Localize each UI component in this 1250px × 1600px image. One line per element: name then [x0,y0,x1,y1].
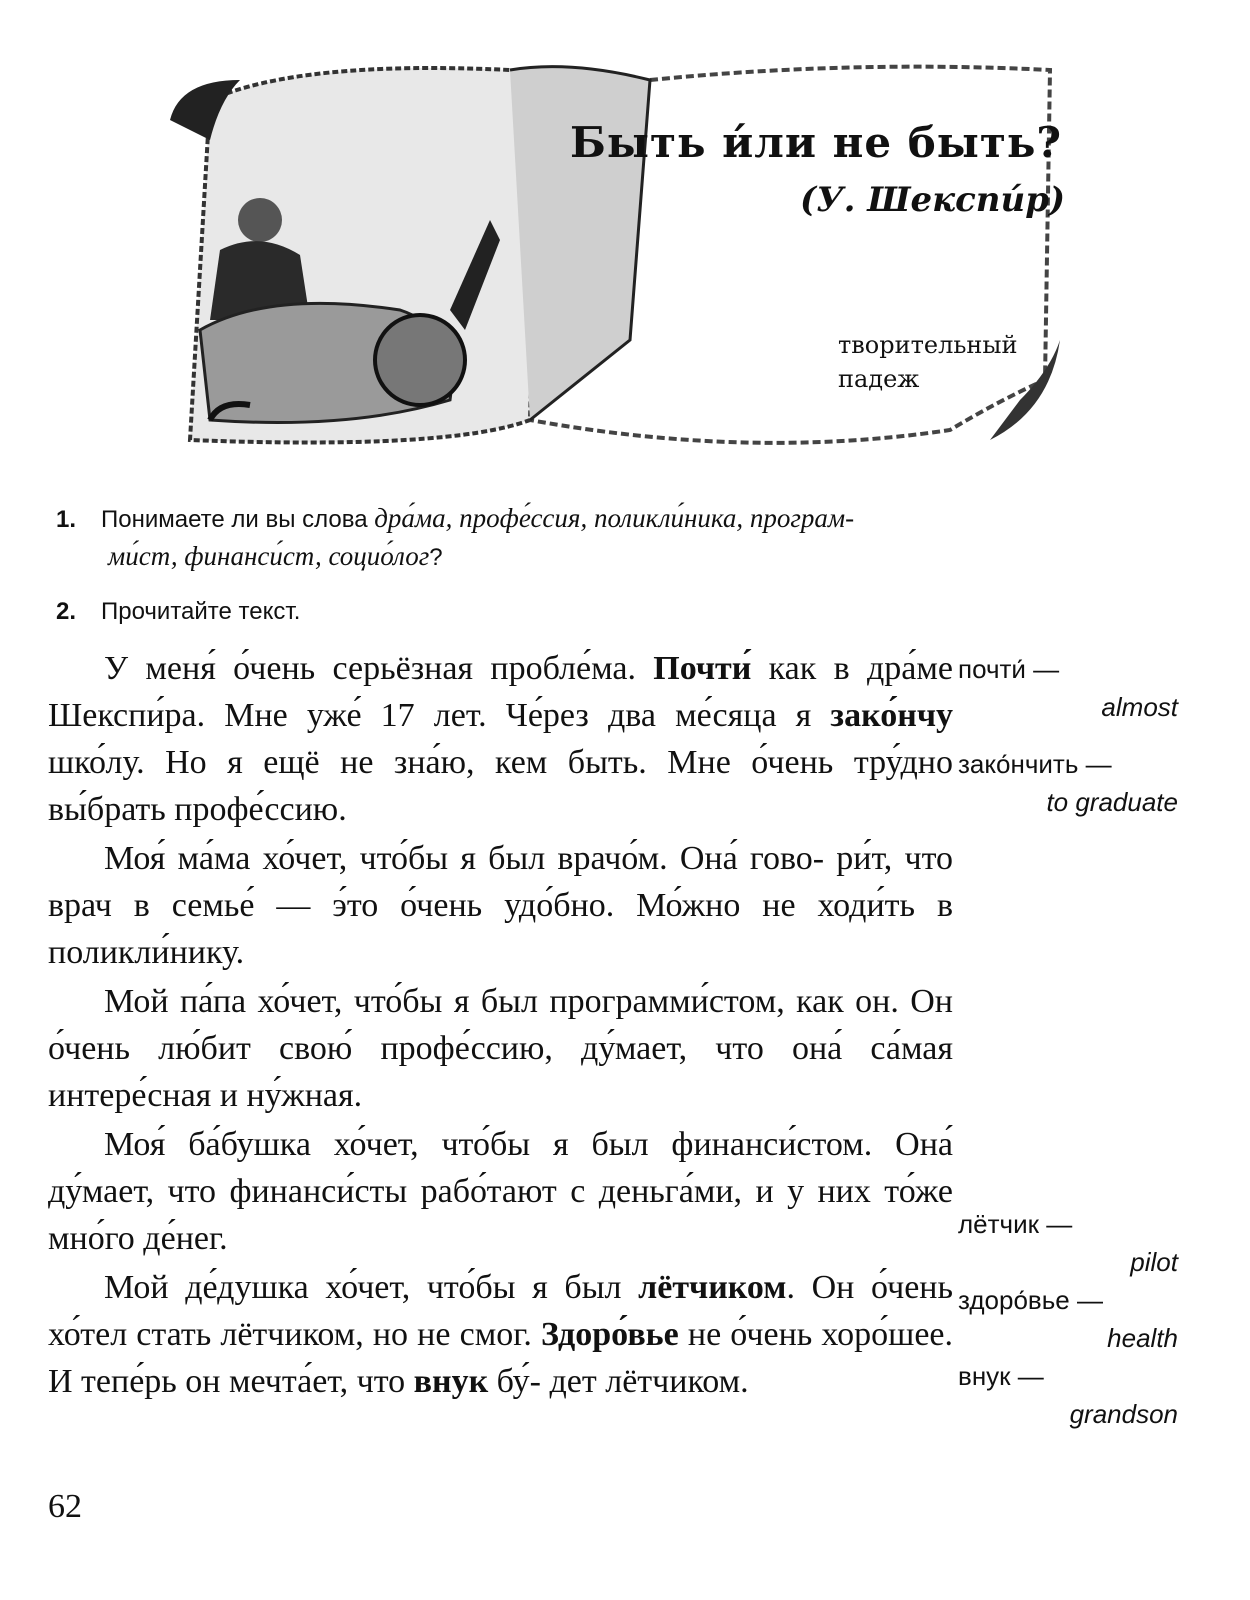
grammar-topic-line2: падеж [838,365,920,393]
text-span: У меня́ о́чень серьёзная пробле́ма. [104,650,654,687]
header-banner [150,40,1075,470]
vocab-word: зако́нчу [830,697,953,734]
glossary-word: здоро́вье — [958,1285,1103,1315]
paragraph-3: Мой па́па хо́чет, что́бы я был программи́стом, как он. Он о́чень лю́бит свою́ профе́ссию, ду́мает, что она́ са́мая интере́сная и ну́жная. [48,983,953,1114]
task-text: Прочитайте текст. [101,598,301,625]
glossary-word: внук — [958,1361,1044,1391]
glossary-translation: pilot [1130,1247,1178,1277]
glossary-word: лётчик — [958,1209,1073,1239]
glossary-translation: almost [1101,692,1178,722]
glossary-entry [958,650,1178,726]
glossary-translation: to graduate [1046,787,1178,817]
glossary-translation: health [1107,1323,1178,1353]
glossary-entry [958,1205,1178,1281]
scroll-illustration [150,40,1075,470]
task-2 [56,593,300,630]
text-span: не о́чень хоро́шее. И тепе́рь он мечта́ет, что [48,1316,953,1400]
paragraph-5 [48,1264,953,1405]
vocab-word: Почти́ [653,650,752,687]
grammar-topic [838,328,1017,396]
glossary-entry [958,1357,1178,1433]
text-span: шко́лу. Но я ещё не зна́ю, кем быть. Мне о́чень тру́дно вы́брать профе́ссию. [48,744,953,828]
paragraph-4: Моя́ ба́бушка хо́чет, что́бы я был финанси́стом. Она́ ду́мает, что финанси́сты рабо́тают с деньга́ми, и у них то́же мно́го де́нег. [48,1126,953,1257]
task-words: дра́ма, профе́ссия, поликли́ника, програм- [374,503,855,533]
task-text: Понимаете ли вы слова [101,506,368,533]
glossary-entry [958,745,1178,821]
task-number: 2. [56,598,77,625]
paragraph-2: Моя́ ма́ма хо́чет, что́бы я был врачо́м. Она́ гово- ри́т, что врач в семье́ — э́то о́чень удо́бно. Мо́жно не ходи́ть в поликли́нику. [48,840,953,971]
task-1 [56,500,1196,576]
task-number: 1. [56,506,77,533]
glossary-word: зако́нчить — [958,749,1112,779]
grammar-topic-line1: творительный [838,331,1018,359]
glossary-word: почти́ — [958,654,1060,684]
banner-title: Быть и́ли не быть? [570,118,1063,167]
vocab-word: внук [413,1363,489,1400]
vocab-word: лётчиком [638,1269,787,1306]
text-span: . Он о́чень хо́тел стать лётчиком, но не смог. [48,1269,953,1353]
glossary-translation: grandson [1069,1399,1178,1429]
task-words: ми́ст, финанси́ст, социо́лог [108,541,430,571]
reading-text [48,645,953,1405]
text-span: как в дра́ме Шекспи́ра. Мне уже́ 17 лет. Че́рез два ме́сяца я [48,650,953,734]
paragraph-1 [48,645,953,833]
task-text-end: ? [429,544,443,571]
page-number: 62 [48,1488,82,1525]
glossary-entry [958,1281,1178,1357]
text-span: бу́- дет лётчиком. [488,1363,749,1400]
text-span: Мой де́душка хо́чет, что́бы я был [104,1269,639,1306]
banner-author: (У. Шекспи́р) [800,180,1066,220]
vocab-word: Здоро́вье [540,1316,679,1353]
